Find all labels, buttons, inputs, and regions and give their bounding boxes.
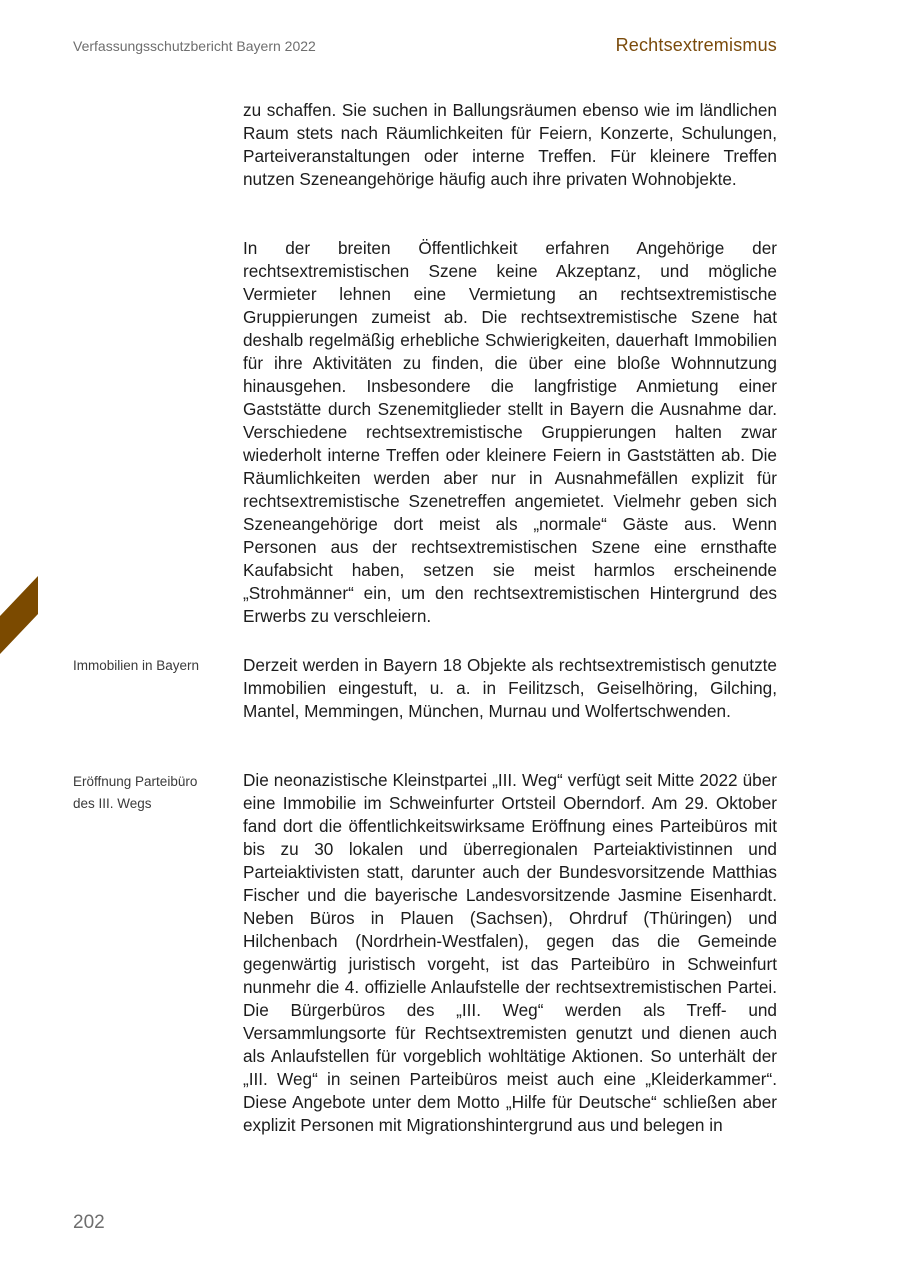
margin-note-immobilien (73, 655, 233, 677)
chapter-marker-shape (0, 576, 38, 654)
margin-note-immobilien-text: Immobilien in Bayern (73, 658, 200, 673)
margin-note-parteibuero-line2: des III. Wegs (73, 796, 152, 811)
paragraph-1: zu schaffen. Sie suchen in Ballungsräumen ebenso wie im ländlichen Raum stets nach Räumlichkeiten für Feiern, Konzerte, Schulungen, Parteiveranstaltungen oder interne Treffen. Für kleinere Treffen nutzen Szeneangehörige häufig auch ihre privaten Wohnobjekte. (243, 100, 777, 189)
margin-note-parteibuero (73, 771, 233, 815)
paragraph-3: Derzeit werden in Bayern 18 Objekte als rechtsextremistisch genutzte Immobilien eingestuft, u. a. in Feilitzsch, Geiselhöring, Gilching, Mantel, Memmingen, München, Murnau und Wolfertschwenden. (243, 655, 777, 721)
running-header-title: Verfassungsschutzbericht Bayern 2022 (73, 38, 316, 54)
page-number: 202 (73, 1212, 105, 1233)
paragraph-2: In der breiten Öffentlichkeit erfahren Angehörige der rechtsextremistischen Szene keine Akzeptanz, und mögliche Vermieter lehnen eine Vermietung an rechtsextremistische Gruppierungen zumeist ab. Die rechtsextremistische Szene hat deshalb regelmäßig erhebliche Schwierigkeiten, dauerhaft Immobilien für ihre Aktivitäten zu finden, die über eine bloße Wohnnutzung hinausgehen. Insbesondere die langfristige Anmietung einer Gaststätte durch Szenemitglieder stellt in Bayern die Ausnahme dar. Verschiedene rechtsextremistische Gruppierungen halten zwar wiederholt interne Treffen oder kleinere Feiern in Gaststätten ab. Die Räumlichkeiten werden aber nur in Ausnahmefällen explizit für rechtsextremistische Szenetreffen angemietet. Vielmehr geben sich Szeneangehörige dort meist als „normale“ Gäste aus. Wenn Personen aus der rechtsextremistischen Szene eine ernsthafte Kaufabsicht haben, setzen sie meist harmlos erscheinende „Strohmänner“ ein, um den rechtsextremistischen Hintergrund des Erwerbs zu verschleiern. (243, 238, 777, 626)
margin-note-parteibuero-line1: Eröffnung Parteibüro (73, 774, 198, 789)
paragraph-4: Die neonazistische Kleinstpartei „III. Weg“ verfügt seit Mitte 2022 über eine Immobilie im Schweinfurter Ortsteil Oberndorf. Am 29. Oktober fand dort die öffentlichkeitswirksame Eröffnung eines Parteibüros mit bis zu 30 lokalen und überregionalen Parteiaktivistinnen und Parteiaktivisten statt, darunter auch der Bundesvorsitzende Matthias Fischer und die bayerische Landesvorsitzende Jasmine Eisenhardt. Neben Büros in Plauen (Sachsen), Ohrdruf (Thüringen) und Hilchenbach (Nordrhein-Westfalen), gegen das die Gemeinde gegenwärtig juristisch vorgeht, ist das Parteibüro in Schweinfurt nunmehr die 4. offizielle Anlaufstelle der rechtsextremistischen Partei. Die Bürgerbüros des „III. Weg“ werden als Treff- und Versammlungsorte für Rechtsextremisten genutzt und dienen auch als Anlaufstellen für vorgeblich wohltätige Aktionen. So unterhält der „III. Weg“ in seinen Parteibüros meist auch eine „Kleiderkammer“. Diese Angebote unter dem Motto „Hilfe für Deutsche“ schließen aber explizit Personen mit Migrationshintergrund aus und belegen in (243, 770, 777, 1135)
running-header-section: Rechtsextremismus (615, 35, 777, 55)
